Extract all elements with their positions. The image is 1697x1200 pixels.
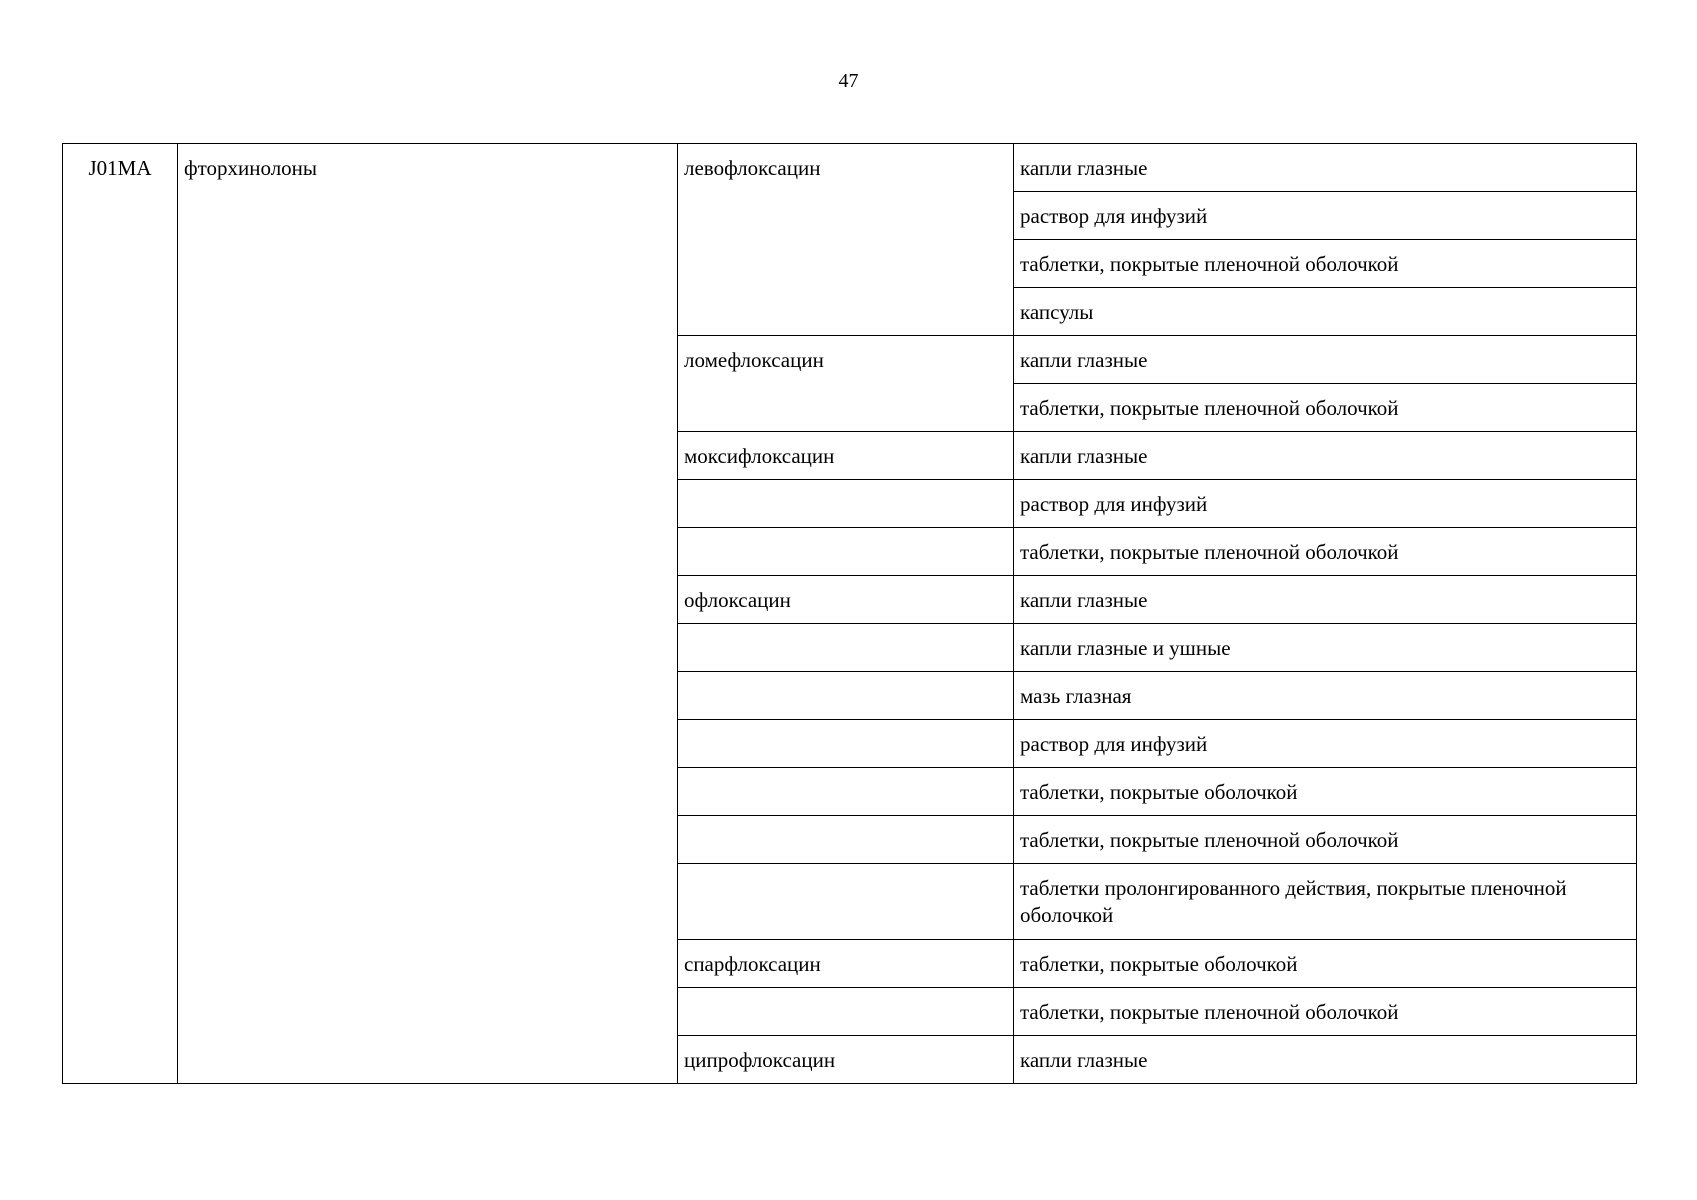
dosage-form-cell: таблетки пролонгированного действия, покрытые пленочной оболочкой: [1014, 864, 1637, 940]
drug-table: [62, 143, 1637, 1084]
drug-name-cell: ципрофлоксацин: [678, 1036, 1014, 1084]
pharmacological-group-cell: фторхинолоны: [178, 144, 678, 1084]
drug-name-cell: [678, 720, 1014, 768]
drug-name-cell: левофлоксацин: [678, 144, 1014, 336]
dosage-form-cell: капли глазные: [1014, 144, 1637, 192]
drug-name-cell: [678, 768, 1014, 816]
dosage-form-cell: таблетки, покрытые пленочной оболочкой: [1014, 528, 1637, 576]
dosage-form-cell: капли глазные и ушные: [1014, 624, 1637, 672]
dosage-form-cell: раствор для инфузий: [1014, 720, 1637, 768]
dosage-form-cell: таблетки, покрытые пленочной оболочкой: [1014, 988, 1637, 1036]
table-row: [63, 144, 1637, 192]
dosage-form-cell: мазь глазная: [1014, 672, 1637, 720]
dosage-form-cell: раствор для инфузий: [1014, 192, 1637, 240]
drug-name-cell: моксифлоксацин: [678, 432, 1014, 480]
dosage-form-cell: таблетки, покрытые пленочной оболочкой: [1014, 240, 1637, 288]
drug-name-cell: ломефлоксацин: [678, 336, 1014, 432]
dosage-form-cell: таблетки, покрытые пленочной оболочкой: [1014, 384, 1637, 432]
page-number: 47: [838, 70, 859, 92]
atc-code-cell: J01MA: [63, 144, 178, 1084]
dosage-form-cell: капли глазные: [1014, 432, 1637, 480]
dosage-form-cell: капли глазные: [1014, 1036, 1637, 1084]
dosage-form-cell: капли глазные: [1014, 336, 1637, 384]
dosage-form-cell: капсулы: [1014, 288, 1637, 336]
drug-name-cell: [678, 528, 1014, 576]
dosage-form-cell: таблетки, покрытые оболочкой: [1014, 768, 1637, 816]
dosage-form-cell: таблетки, покрытые пленочной оболочкой: [1014, 816, 1637, 864]
dosage-form-cell: капли глазные: [1014, 576, 1637, 624]
dosage-form-cell: раствор для инфузий: [1014, 480, 1637, 528]
drug-name-cell: [678, 624, 1014, 672]
drug-name-cell: [678, 816, 1014, 864]
drug-name-cell: [678, 988, 1014, 1036]
dosage-form-cell: таблетки, покрытые оболочкой: [1014, 940, 1637, 988]
drug-name-cell: [678, 480, 1014, 528]
drug-name-cell: [678, 672, 1014, 720]
drug-name-cell: офлоксацин: [678, 576, 1014, 624]
drug-name-cell: [678, 864, 1014, 940]
drug-name-cell: спарфлоксацин: [678, 940, 1014, 988]
